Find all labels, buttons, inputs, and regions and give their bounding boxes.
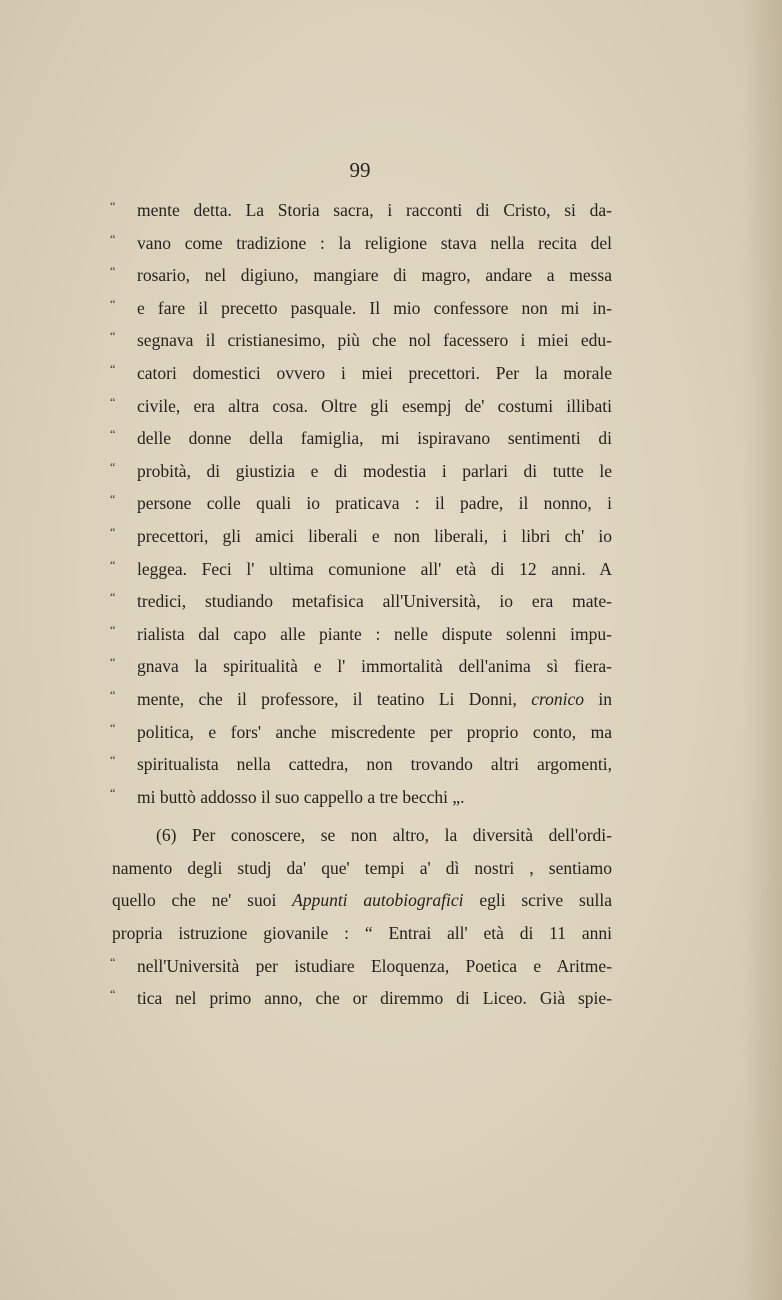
quote-mark: “ xyxy=(110,296,116,311)
line-segment: quello che ne' suoi xyxy=(112,890,277,911)
text-line xyxy=(112,819,612,852)
line-text: persone colle quali io praticava : il padre, il nonno, i xyxy=(137,493,612,514)
line-text: namento degli studj da' que' tempi a' dì nostri , sentiamo xyxy=(112,857,612,878)
text-line xyxy=(112,618,612,651)
text-line xyxy=(112,292,612,325)
line-text: (6) Per conoscere, se non altro, la diversità dell'ordi- xyxy=(156,825,612,846)
line-text xyxy=(112,683,612,716)
text-line xyxy=(112,553,612,586)
text-line xyxy=(112,455,612,488)
line-text xyxy=(112,884,612,917)
quote-mark: “ xyxy=(110,199,116,213)
line-text: mente detta. La Storia sacra, i racconti di Cristo, si da- xyxy=(137,200,612,220)
line-text: vano come tradizione : la religione stava nella recita del xyxy=(137,232,612,253)
line-text: nell'Università per istudiare Eloquenza, Poetica e Aritme- xyxy=(137,955,612,976)
quote-mark: “ xyxy=(110,557,116,572)
line-text: rosario, nel digiuno, mangiare di magro, andare a messa xyxy=(137,265,612,286)
quote-mark: “ xyxy=(110,954,116,969)
line-text: tica nel primo anno, che or diremmo di Liceo. Già spie- xyxy=(137,988,612,1009)
line-text: segnava il cristianesimo, più che nol facessero i miei edu- xyxy=(137,330,612,351)
line-text: spiritualista nella cattedra, non trovando altri argomenti, xyxy=(137,754,612,775)
quote-mark: “ xyxy=(110,427,116,442)
text-line xyxy=(112,781,612,814)
text-line xyxy=(112,650,612,683)
quote-mark: “ xyxy=(110,524,116,539)
line-text: rialista dal capo alle piante : nelle dispute solenni impu- xyxy=(137,623,612,644)
quote-mark: “ xyxy=(110,785,116,800)
quote-mark: “ xyxy=(110,264,116,279)
line-text: politica, e fors' anche miscredente per proprio conto, ma xyxy=(137,721,612,742)
text-line xyxy=(112,585,612,618)
text-line xyxy=(112,520,612,553)
text-line xyxy=(112,683,612,716)
line-text: propria istruzione giovanile : “ Entrai all' età di 11 anni xyxy=(112,923,612,944)
page-number: 99 xyxy=(349,158,371,182)
quote-mark: “ xyxy=(110,987,116,1002)
text-line xyxy=(112,357,612,390)
line-text: tredici, studiando metafisica all'Università, io era mate- xyxy=(137,591,612,612)
text-line xyxy=(112,748,612,781)
text-line xyxy=(112,324,612,357)
quote-mark: “ xyxy=(110,655,116,670)
italic-title: Appunti autobiografici xyxy=(292,890,464,911)
text-line xyxy=(112,390,612,423)
text-line xyxy=(112,917,612,950)
text-line xyxy=(112,487,612,520)
line-text: probità, di giustizia e di modestia i parlari di tutte le xyxy=(137,460,612,481)
line-text: catori domestici ovvero i miei precettori. Per la morale xyxy=(137,362,612,383)
line-text: gnava la spiritualità e l' immortalità dell'anima sì fiera- xyxy=(137,656,612,677)
text-line xyxy=(112,422,612,455)
line-segment: mente, che il professore, il teatino Li Donni, xyxy=(137,688,517,709)
quote-mark: “ xyxy=(110,459,116,474)
quote-mark: “ xyxy=(110,687,116,702)
line-text: delle donne della famiglia, mi ispiravano sentimenti di xyxy=(137,428,612,449)
quote-mark: “ xyxy=(110,231,116,246)
line-text: e fare il precetto pasquale. Il mio confessore non mi in- xyxy=(137,297,612,318)
text-line xyxy=(112,259,612,292)
quote-mark: “ xyxy=(110,492,116,507)
line-text: mi buttò addosso il suo cappello a tre becchi „. xyxy=(137,786,465,807)
body-text xyxy=(112,194,612,1015)
text-line xyxy=(112,716,612,749)
text-line xyxy=(112,982,612,1015)
line-text: leggea. Feci l' ultima comunione all' età di 12 anni. A xyxy=(137,558,612,579)
text-line xyxy=(112,950,612,983)
line-segment: egli scrive sulla xyxy=(479,890,613,911)
text-line xyxy=(112,194,612,227)
quote-mark: “ xyxy=(110,590,116,605)
quote-mark: “ xyxy=(110,753,116,768)
text-line xyxy=(112,227,612,260)
italic-word: cronico xyxy=(531,688,585,709)
text-line xyxy=(112,884,612,917)
quote-mark: “ xyxy=(110,361,116,376)
line-text: civile, era altra cosa. Oltre gli esempj de' costumi illibati xyxy=(137,395,612,416)
quote-mark: “ xyxy=(110,394,116,409)
quote-mark: “ xyxy=(110,329,116,344)
line-text: precettori, gli amici liberali e non liberali, i libri ch' io xyxy=(137,525,612,546)
text-line xyxy=(112,852,612,885)
quote-mark: “ xyxy=(110,622,116,637)
quote-mark: “ xyxy=(110,720,116,735)
line-segment: in xyxy=(598,688,613,709)
